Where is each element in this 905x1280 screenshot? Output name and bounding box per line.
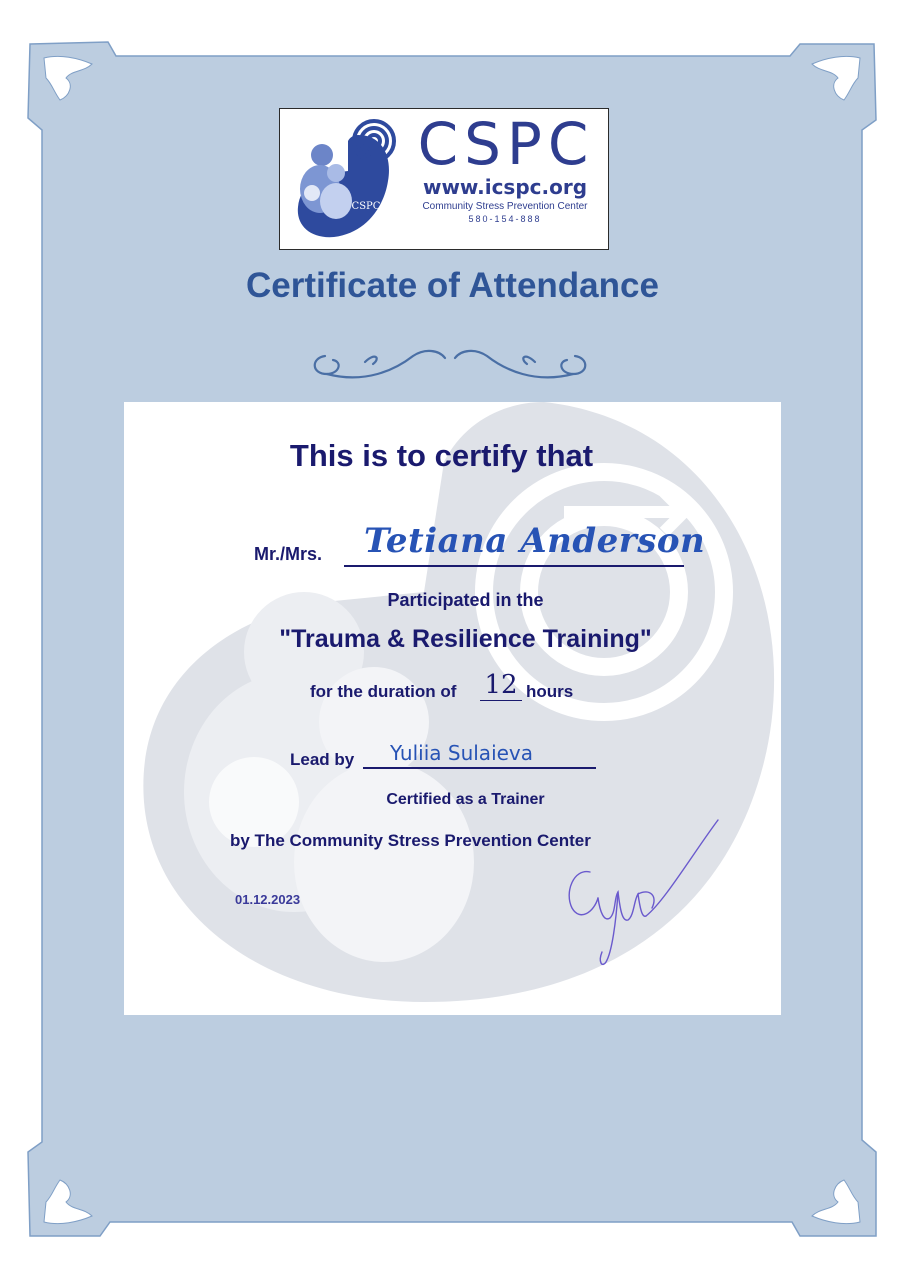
certified-as: Certified as a Trainer <box>386 791 545 808</box>
issue-date: 01.12.2023 <box>235 892 301 907</box>
logo-phone: 580-154-888 <box>468 214 542 224</box>
logo-url: www.icspc.org <box>422 175 588 199</box>
handwritten-signature-icon <box>554 812 734 972</box>
lead-trainer-name: Yuliia Sulaieva <box>390 741 534 765</box>
duration-unit: hours <box>526 682 574 701</box>
participated-label: Participated in the <box>387 590 544 610</box>
recipient-name: Tetiana Anderson <box>364 521 706 561</box>
issuer-line: by The Community Stress Prevention Center <box>230 831 591 850</box>
logo-organization-name: Community Stress Prevention Center <box>422 201 588 212</box>
duration-value: 12 <box>484 670 518 700</box>
certificate-title: Certificate of Attendance <box>246 266 659 305</box>
svg-text:CSPC: CSPC <box>351 201 381 212</box>
training-name: "Trauma & Resilience Training" <box>279 625 652 653</box>
lead-underline <box>363 767 596 769</box>
cspc-emblem-icon <box>288 115 400 243</box>
certify-line: This is to certify that <box>289 438 594 473</box>
lead-label: Lead by <box>290 750 355 769</box>
cspc-logo <box>279 108 609 250</box>
scroll-flourish-icon <box>305 340 595 386</box>
duration-label: for the duration of <box>310 682 457 701</box>
name-underline <box>344 565 684 567</box>
logo-abbreviation: CSPC <box>417 110 595 178</box>
certificate-body <box>124 402 781 1015</box>
duration-underline <box>480 700 522 701</box>
name-label: Mr./Mrs. <box>254 544 323 564</box>
